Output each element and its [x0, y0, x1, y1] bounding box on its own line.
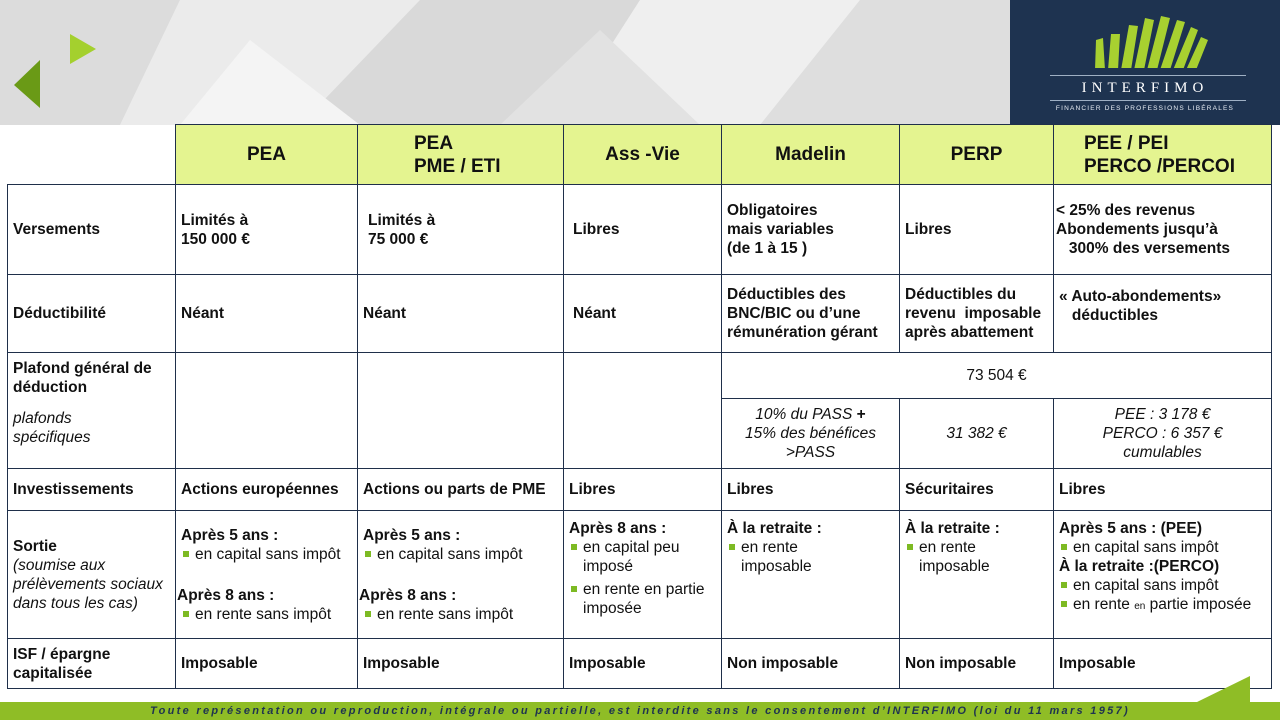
header-geometric-pattern — [0, 0, 1010, 125]
bullet-icon: en capital peu imposé — [569, 538, 716, 576]
bullet-icon: en capital sans impôt — [1059, 538, 1266, 557]
table-header-row — [8, 125, 1272, 185]
footer-corner-triangle — [1195, 676, 1250, 703]
cell-plafond-pea — [176, 353, 358, 469]
column-header-pea: PEA — [176, 125, 358, 185]
cell-invest-ass-vie: Libres — [564, 469, 722, 511]
logo-block — [1010, 0, 1280, 125]
cell-invest-pea: Actions européennes — [176, 469, 358, 511]
cell-plafond-general: 73 504 € — [722, 353, 1272, 399]
header-band — [0, 0, 1280, 125]
cell-sortie-pea-pme: Après 5 ans : en capital sans impôt Après 8 ans : en rente sans impôt — [358, 511, 564, 639]
plafond-label: Plafond général de déduction — [13, 360, 152, 396]
cell-invest-pea-pme: Actions ou parts de PME — [358, 469, 564, 511]
table-row — [8, 469, 1272, 511]
table-row — [8, 275, 1272, 353]
row-label-isf: ISF / épargne capitalisée — [8, 639, 176, 689]
column-header-madelin: Madelin — [722, 125, 900, 185]
cell-versements-pee: < 25% des revenus Abondements jusqu’à 300% des versements — [1054, 185, 1272, 275]
cell-deductibilite-pee: « Auto-abondements» déductibles — [1054, 275, 1272, 353]
bullet-icon: en rente imposable — [727, 538, 894, 576]
table-row — [8, 639, 1272, 689]
logo-name: INTERFIMO — [1081, 80, 1209, 96]
bullet-icon: en rente imposable — [905, 538, 1048, 576]
cell-sortie-pea: Après 5 ans : en capital sans impôt Après 8 ans : en rente sans impôt — [176, 511, 358, 639]
cell-plafond-pee: PEE : 3 178 € PERCO : 6 357 € cumulables — [1054, 399, 1272, 469]
cell-invest-madelin: Libres — [722, 469, 900, 511]
cell-deductibilite-ass-vie: Néant — [564, 275, 722, 353]
cell-sortie-perp: À la retraite : en rente imposable — [900, 511, 1054, 639]
cell-deductibilite-pea: Néant — [176, 275, 358, 353]
cell-invest-perp: Sécuritaires — [900, 469, 1054, 511]
cell-sortie-ass-vie: Après 8 ans : en capital peu imposé en rente en partie imposée — [564, 511, 722, 639]
cell-invest-pee: Libres — [1054, 469, 1272, 511]
comparison-table — [7, 124, 1272, 689]
cell-sortie-madelin: À la retraite : en rente imposable — [722, 511, 900, 639]
cell-deductibilite-madelin: Déductibles des BNC/BIC ou d’une rémunération gérant — [722, 275, 900, 353]
cell-isf-perp: Non imposable — [900, 639, 1054, 689]
row-label-sortie — [8, 511, 176, 639]
bullet-icon: en capital sans impôt — [1059, 576, 1266, 595]
row-label-versements: Versements — [8, 185, 176, 275]
cell-isf-ass-vie: Imposable — [564, 639, 722, 689]
cell-isf-pee: Imposable — [1054, 639, 1272, 689]
cell-versements-pea-pme: Limités à 75 000 € — [358, 185, 564, 275]
column-header-pee: PEE / PEI PERCO /PERCOI — [1054, 125, 1272, 185]
cell-plafond-perp: 31 382 € — [900, 399, 1054, 469]
plafond-sublabel: plafonds spécifiques — [13, 410, 91, 446]
table-row — [8, 353, 1272, 399]
cell-sortie-pee: Après 5 ans : (PEE) en capital sans impôt À la retraite :(PERCO) en capital sans impôt en rente en partie imposée — [1054, 511, 1272, 639]
column-header-perp: PERP — [900, 125, 1054, 185]
bullet-icon: en rente sans impôt — [181, 605, 352, 624]
corner-cell — [8, 125, 176, 185]
cell-versements-pea: Limités à 150 000 € — [176, 185, 358, 275]
cell-deductibilite-perp: Déductibles du revenu imposable après abattement — [900, 275, 1054, 353]
table-row — [8, 185, 1272, 275]
table-row — [8, 511, 1272, 639]
row-label-investissements: Investissements — [8, 469, 176, 511]
sortie-label: Sortie — [13, 537, 57, 555]
footer-copyright: Toute représentation ou reproduction, intégrale ou partielle, est interdite sans le consentement d’INTERFIMO (loi du 11 mars 1957) — [0, 702, 1280, 720]
bullet-icon: en rente sans impôt — [363, 605, 558, 624]
sortie-sublabel: (soumise aux prélèvements sociaux dans tous les cas) — [13, 556, 163, 612]
cell-isf-madelin: Non imposable — [722, 639, 900, 689]
cell-deductibilite-pea-pme: Néant — [358, 275, 564, 353]
row-label-plafond — [8, 353, 176, 469]
cell-isf-pea: Imposable — [176, 639, 358, 689]
cell-isf-pea-pme: Imposable — [358, 639, 564, 689]
sunburst-logo-icon — [1010, 0, 1280, 80]
cell-versements-perp: Libres — [900, 185, 1054, 275]
cell-plafond-ass-vie — [564, 353, 722, 469]
cell-versements-ass-vie: Libres — [564, 185, 722, 275]
row-label-deductibilite: Déductibilité — [8, 275, 176, 353]
bullet-icon: en rente en partie imposée — [1059, 595, 1266, 616]
bullet-icon: en capital sans impôt — [181, 545, 352, 564]
bullet-icon: en capital sans impôt — [363, 545, 558, 564]
bullet-icon: en rente en partie imposée — [569, 580, 716, 618]
logo-tagline: FINANCIER DES PROFESSIONS LIBÉRALES — [1055, 105, 1235, 112]
column-header-ass-vie: Ass -Vie — [564, 125, 722, 185]
cell-versements-madelin: Obligatoires mais variables (de 1 à 15 ) — [722, 185, 900, 275]
cell-plafond-pea-pme — [358, 353, 564, 469]
cell-plafond-madelin: 10% du PASS + 15% des bénéfices >PASS — [722, 399, 900, 469]
column-header-pea-pme: PEA PME / ETI — [358, 125, 564, 185]
